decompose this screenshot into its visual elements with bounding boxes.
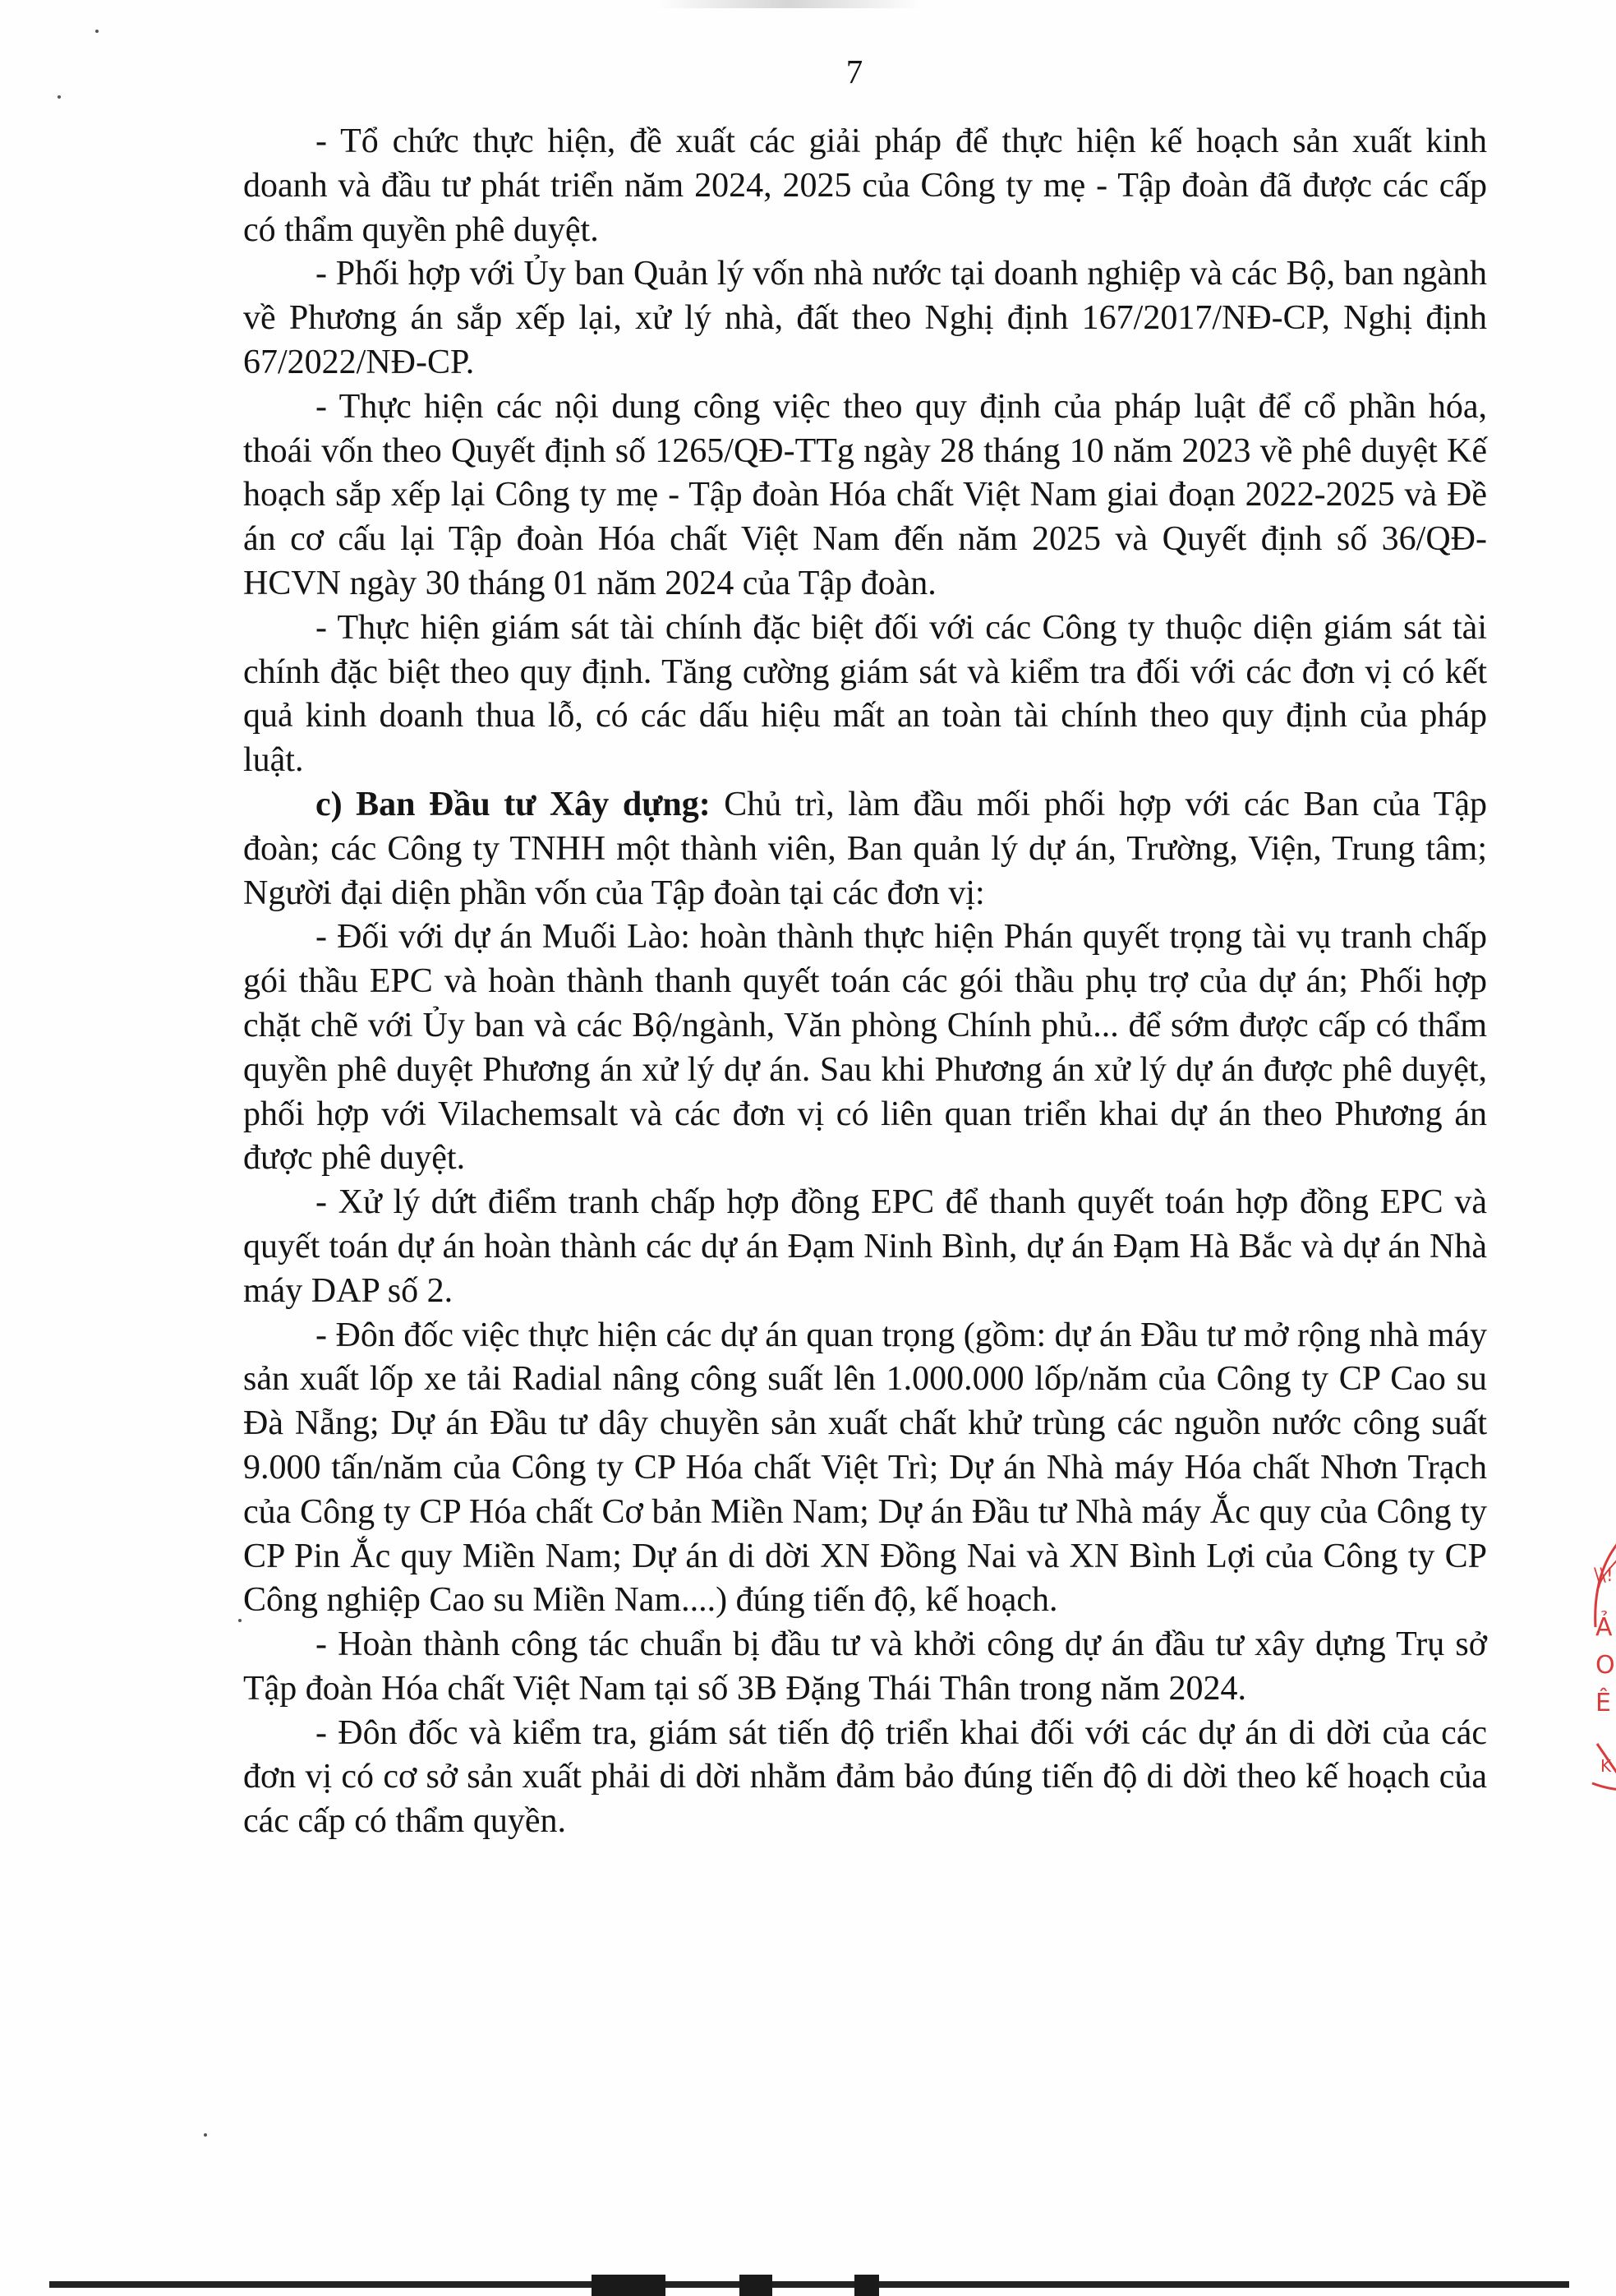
- paragraph: [243, 385, 1487, 606]
- paragraph-text: - Đôn đốc và kiểm tra, giám sát tiến độ triển khai đối với các dự án di dời của các đơn vị có cơ sở sản xuất phải di dời nhằm đảm bảo đúng tiến độ di dời theo kế hoạch của các cấp có thẩm quyền.: [243, 1713, 1487, 1841]
- scan-speck: [204, 2133, 207, 2137]
- bottom-scan-edge: [49, 2281, 1569, 2288]
- scan-artifact: [592, 2275, 665, 2296]
- paragraph-text: Chủ trì, làm đầu mối phối hợp với các Ban của Tập đoàn; các Công ty TNHH một thành viên, Ban quản lý dự án, Trường, Viện, Trung tâm; Người đại diện phần vốn của Tập đoàn tại các đơn vị:: [243, 785, 1487, 912]
- paragraph-text: - Tổ chức thực hiện, đề xuất các giải pháp để thực hiện kế hoạch sản xuất kinh doanh và đầu tư phát triển năm 2024, 2025 của Công ty mẹ - Tập đoàn đã được các cấp có thẩm quyền phê duyệt.: [243, 122, 1487, 249]
- svg-text:K: K: [1600, 1756, 1612, 1776]
- svg-text:Ả: Ả: [1595, 1613, 1613, 1642]
- section-heading: c) Ban Đầu tư Xây dựng:: [315, 785, 711, 823]
- seal-edge-icon: [1576, 1528, 1616, 1791]
- paragraph: [243, 1623, 1487, 1712]
- scan-speck: [238, 1619, 242, 1622]
- svg-text:Ê: Ê: [1595, 1689, 1611, 1717]
- scan-smudge: [657, 0, 920, 8]
- paragraph-text: - Xử lý dứt điểm tranh chấp hợp đồng EPC để thanh quyết toán hợp đồng EPC và quyết toán dự án hoàn thành các dự án Đạm Ninh Bình, dự án Đạm Hà Bắc và dự án Nhà máy DAP số 2.: [243, 1183, 1487, 1310]
- paragraph-section-heading: [243, 783, 1487, 915]
- paragraph: [243, 915, 1487, 1181]
- page-number: 7: [845, 53, 863, 90]
- paragraph: [243, 1314, 1487, 1624]
- paragraph: [243, 606, 1487, 783]
- svg-text:O: O: [1595, 1651, 1615, 1680]
- scan-speck: [58, 95, 61, 99]
- document-body: [243, 120, 1487, 1844]
- paragraph-text: - Hoàn thành công tác chuẩn bị đầu tư và khởi công dự án đầu tư xây dựng Trụ sở Tập đoàn Hóa chất Việt Nam tại số 3B Đặng Thái Thân trong năm 2024.: [243, 1625, 1487, 1708]
- scan-artifact: [854, 2275, 879, 2296]
- scan-speck: [95, 30, 99, 33]
- paragraph-text: - Thực hiện giám sát tài chính đặc biệt đối với các Công ty thuộc diện giám sát tài chính đặc biệt theo quy định. Tăng cường giám sát và kiểm tra đối với các đơn vị có kết quả kinh doanh thua lỗ, có các dấu hiệu mất an toàn tài chính theo quy định của pháp luật.: [243, 608, 1487, 780]
- paragraph-text: - Đôn đốc việc thực hiện các dự án quan trọng (gồm: dự án Đầu tư mở rộng nhà máy sản xuất lốp xe tải Radial nâng công suất lên 1.000.000 lốp/năm của Công ty CP Cao su Đà Nẵng; Dự án Đầu tư dây chuyền sản xuất chất khử trùng các nguồn nước công suất 9.000 tấn/năm của Công ty CP Hóa chất Việt Trì; Dự án Nhà máy Hóa chất Nhơn Trạch của Công ty CP Hóa chất Cơ bản Miền Nam; Dự án Đầu tư Nhà máy Ắc quy của Công ty CP Pin Ắc quy Miền Nam; Dự án di dời XN Đồng Nai và XN Bình Lợi của Công ty CP Công nghiệp Cao su Miền Nam....) đúng tiến độ, kế hoạch.: [243, 1316, 1487, 1620]
- paragraph-text: - Đối với dự án Muối Lào: hoàn thành thực hiện Phán quyết trọng tài vụ tranh chấp gói thầu EPC và hoàn thành thanh quyết toán các gói thầu phụ trợ của dự án; Phối hợp chặt chẽ với Ủy ban và các Bộ/ngành, Văn phòng Chính phủ... để sớm được cấp có thẩm quyền phê duyệt Phương án xử lý dự án. Sau khi Phương án xử lý dự án được phê duyệt, phối hợp với Vilachemsalt và các đơn vị có liên quan triển khai dự án theo Phương án được phê duyệt.: [243, 918, 1487, 1178]
- paragraph: [243, 1181, 1487, 1313]
- scan-artifact: [739, 2275, 772, 2296]
- paragraph: [243, 1712, 1487, 1844]
- red-seal-stamp: [1576, 1528, 1616, 1791]
- paragraph-text: - Phối hợp với Ủy ban Quản lý vốn nhà nước tại doanh nghiệp và các Bộ, ban ngành về Phương án sắp xếp lại, xử lý nhà, đất theo Nghị định 167/2017/NĐ-CP, Nghị định 67/2022/NĐ-CP.: [243, 255, 1487, 381]
- paragraph-text: - Thực hiện các nội dung công việc theo quy định của pháp luật để cổ phần hóa, thoái vốn theo Quyết định số 1265/QĐ-TTg ngày 28 tháng 10 năm 2023 về phê duyệt Kế hoạch sắp xếp lại Công ty mẹ - Tập đoàn Hóa chất Việt Nam giai đoạn 2022-2025 và Đề án cơ cấu lại Tập đoàn Hóa chất Việt Nam đến năm 2025 và Quyết định số 36/QĐ-HCVN ngày 30 tháng 01 năm 2024 của Tập đoàn.: [243, 387, 1487, 602]
- paragraph: [243, 252, 1487, 385]
- paragraph: [243, 120, 1487, 252]
- svg-text:\\!: \\!: [1594, 1565, 1614, 1586]
